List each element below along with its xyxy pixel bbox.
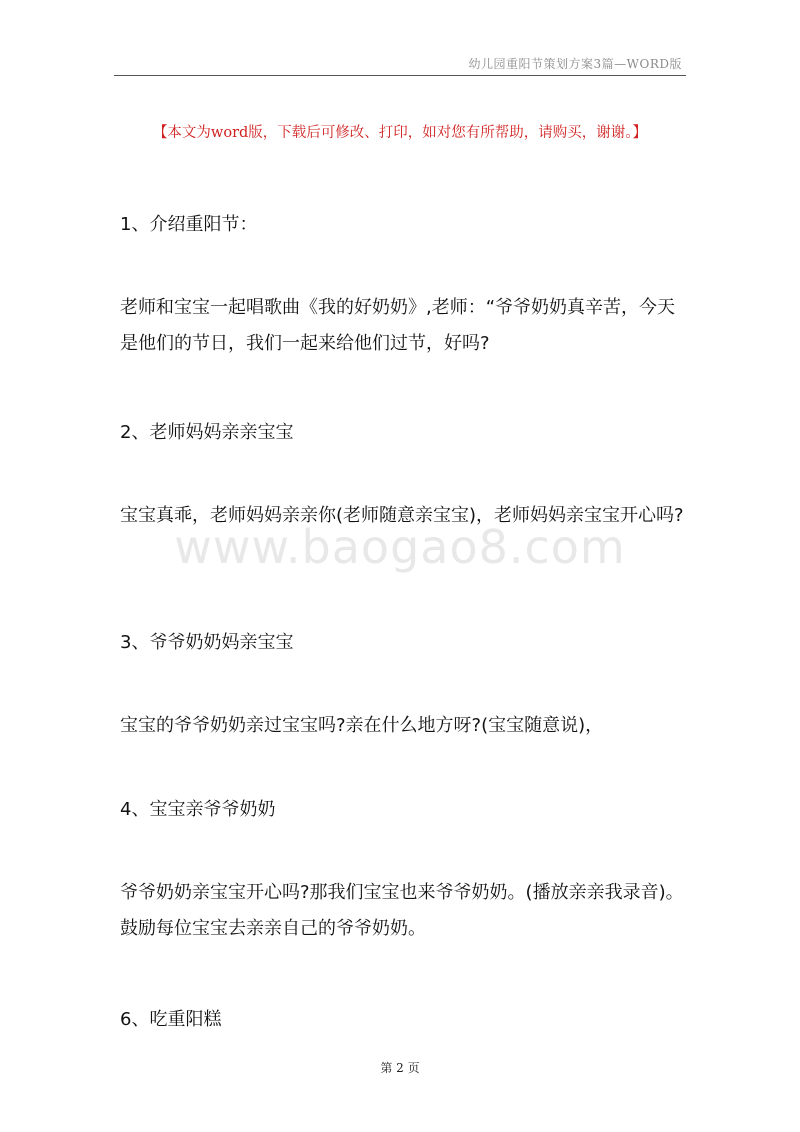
purchase-notice: 【本文为word版，下载后可修改、打印，如对您有所帮助，请购买，谢谢。】 (152, 125, 648, 141)
section-heading-1: 1、介绍重阳节： (120, 214, 258, 235)
page-number: 第 2 页 (380, 1061, 420, 1075)
watermark-text: www.baogao8.com (174, 520, 626, 574)
section-heading-4: 4、宝宝亲爷爷奶奶 (120, 799, 276, 820)
section-heading-2: 2、老师妈妈亲亲宝宝 (120, 422, 294, 443)
section-body-2: 宝宝真乖，老师妈妈亲亲你(老师随意亲宝宝)，老师妈妈亲宝宝开心吗? (120, 505, 684, 526)
section-body-3: 宝宝的爷爷奶奶亲过宝宝吗?亲在什么地方呀?(宝宝随意说)， (120, 715, 604, 736)
section-body-1: 老师和宝宝一起唱歌曲《我的好奶奶》,老师：“爷爷奶奶真辛苦，今天是他们的节日，我们一起来给他们过节，好吗? (120, 297, 676, 354)
header-title: 幼儿园重阳节策划方案3篇—WORD版 (468, 57, 682, 71)
header-divider (114, 75, 686, 76)
section-heading-6: 6、吃重阳糕 (120, 1009, 222, 1030)
section-body-4: 爷爷奶奶亲宝宝开心吗?那我们宝宝也来爷爷奶奶。(播放亲亲我录音)。鼓励每位宝宝去亲亲自己的爷爷奶奶。 (120, 882, 684, 939)
section-heading-3: 3、爷爷奶奶妈亲宝宝 (120, 632, 294, 653)
